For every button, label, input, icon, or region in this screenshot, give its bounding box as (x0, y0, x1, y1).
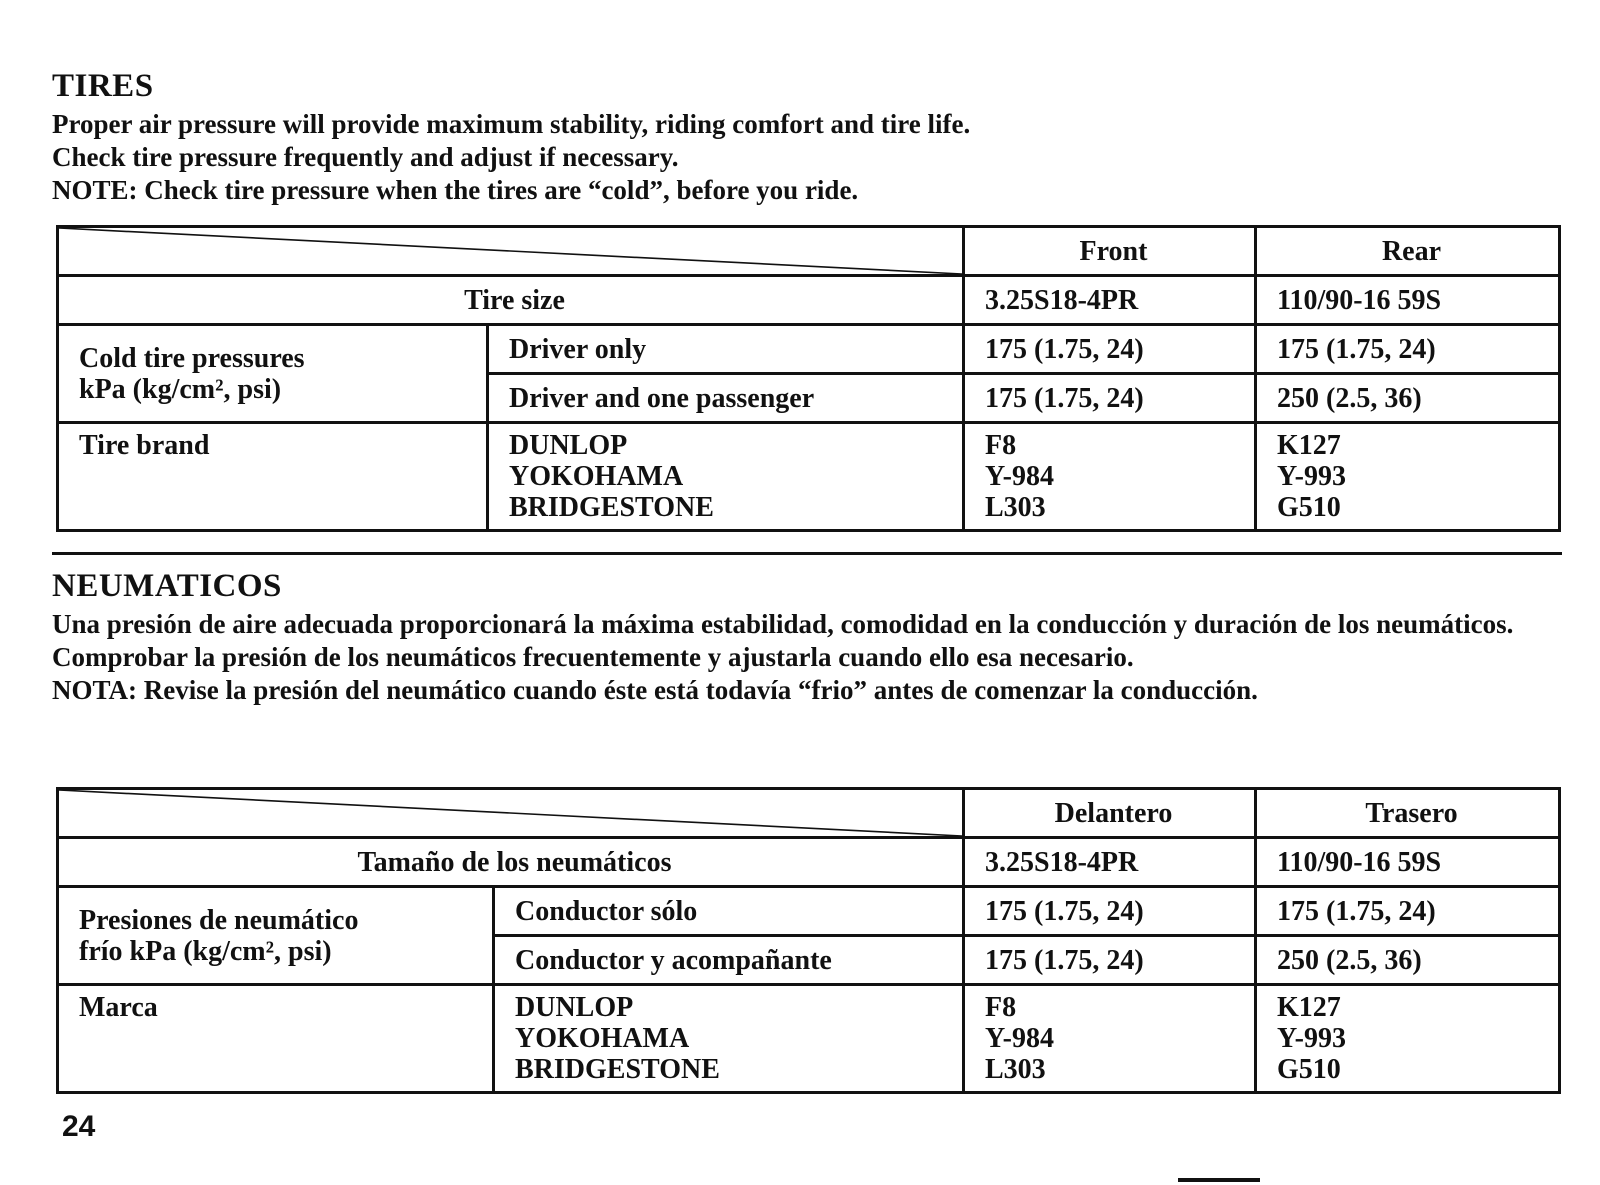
cell-driver-passenger-front: 175 (1.75, 24) (964, 374, 1256, 423)
page-number: 24 (62, 1110, 96, 1143)
rear-model: G510 (1277, 1054, 1341, 1085)
front-model: Y-984 (985, 1023, 1054, 1054)
section-title-english: TIRES (52, 68, 154, 104)
row-label-cold-pressures (58, 325, 488, 423)
english-paragraph: Check tire pressure frequently and adjust if necessary. (52, 142, 679, 172)
cell-front-models (964, 423, 1256, 531)
cell-size-front: 3.25S18-4PR (964, 838, 1256, 887)
rear-model: G510 (1277, 492, 1341, 523)
cell-rear-models (1256, 985, 1560, 1093)
brand-name: DUNLOP (515, 992, 634, 1023)
row-label-tire-brand: Tire brand (58, 423, 488, 531)
brand-name: BRIDGESTONE (509, 492, 714, 523)
tire-spec-table-spanish (56, 787, 1561, 1094)
spanish-paragraph: Una presión de aire adecuada proporcionará la máxima estabilidad, comodidad en la conducción y duración de los neumáticos. (52, 609, 1514, 639)
row-label-driver-passenger: Driver and one passenger (488, 374, 964, 423)
brand-name: YOKOHAMA (515, 1023, 690, 1054)
column-header-rear: Rear (1256, 227, 1560, 276)
row-label-driver-passenger: Conductor y acompañante (494, 936, 964, 985)
diagonal-line-icon (59, 228, 962, 274)
cell-driver-only-front: 175 (1.75, 24) (964, 325, 1256, 374)
row-label-tire-brand: Marca (58, 985, 494, 1093)
row-label-cold-pressures (58, 887, 494, 985)
cell-driver-passenger-front: 175 (1.75, 24) (964, 936, 1256, 985)
cell-driver-passenger-rear: 250 (2.5, 36) (1256, 374, 1560, 423)
spanish-intro (52, 608, 1562, 707)
row-label-driver-only: Conductor sólo (494, 887, 964, 936)
cell-size-rear: 110/90-16 59S (1256, 838, 1560, 887)
column-header-front: Delantero (964, 789, 1256, 838)
rear-model: K127 (1277, 992, 1341, 1023)
english-paragraph: Proper air pressure will provide maximum stability, riding comfort and tire life. (52, 109, 971, 139)
brand-name: DUNLOP (509, 430, 628, 461)
column-header-front: Front (964, 227, 1256, 276)
spanish-paragraph: Comprobar la presión de los neumáticos frecuentemente y ajustarla cuando ello esa necesario. (52, 642, 1134, 672)
front-model: L303 (985, 1054, 1046, 1085)
tire-spec-table-english (56, 225, 1561, 532)
cell-front-models (964, 985, 1256, 1093)
cell-brands (494, 985, 964, 1093)
cell-driver-passenger-rear: 250 (2.5, 36) (1256, 936, 1560, 985)
pressure-label-line: Presiones de neumático (79, 904, 359, 936)
pressure-label-line: kPa (kg/cm², psi) (79, 373, 282, 405)
front-model: F8 (985, 430, 1017, 461)
front-model: F8 (985, 992, 1017, 1023)
row-label-tire-size: Tamaño de los neumáticos (58, 838, 964, 887)
cell-brands (488, 423, 964, 531)
rear-model: Y-993 (1277, 461, 1346, 492)
table-corner-diagonal (58, 789, 964, 838)
cell-driver-only-rear: 175 (1.75, 24) (1256, 325, 1560, 374)
cell-driver-only-rear: 175 (1.75, 24) (1256, 887, 1560, 936)
diagonal-line-icon (59, 790, 962, 836)
row-label-driver-only: Driver only (488, 325, 964, 374)
footer-mark (1178, 1178, 1260, 1182)
english-paragraph: NOTE: Check tire pressure when the tires are “cold”, before you ride. (52, 175, 859, 205)
brand-name: BRIDGESTONE (515, 1054, 720, 1085)
rear-model: K127 (1277, 430, 1341, 461)
column-header-rear: Trasero (1256, 789, 1560, 838)
section-title-spanish: NEUMATICOS (52, 568, 282, 604)
front-model: L303 (985, 492, 1046, 523)
cell-rear-models (1256, 423, 1560, 531)
cell-size-front: 3.25S18-4PR (964, 276, 1256, 325)
pressure-label-line: Cold tire pressures (79, 342, 305, 374)
pressure-label-line: frío kPa (kg/cm², psi) (79, 935, 332, 967)
spanish-paragraph: NOTA: Revise la presión del neumático cuando éste está todavía “frio” antes de comenzar la conducción. (52, 675, 1258, 705)
section-divider (52, 552, 1562, 555)
cell-driver-only-front: 175 (1.75, 24) (964, 887, 1256, 936)
front-model: Y-984 (985, 461, 1054, 492)
row-label-tire-size: Tire size (58, 276, 964, 325)
brand-name: YOKOHAMA (509, 461, 684, 492)
cell-size-rear: 110/90-16 59S (1256, 276, 1560, 325)
table-corner-diagonal (58, 227, 964, 276)
rear-model: Y-993 (1277, 1023, 1346, 1054)
english-intro (52, 108, 1562, 207)
